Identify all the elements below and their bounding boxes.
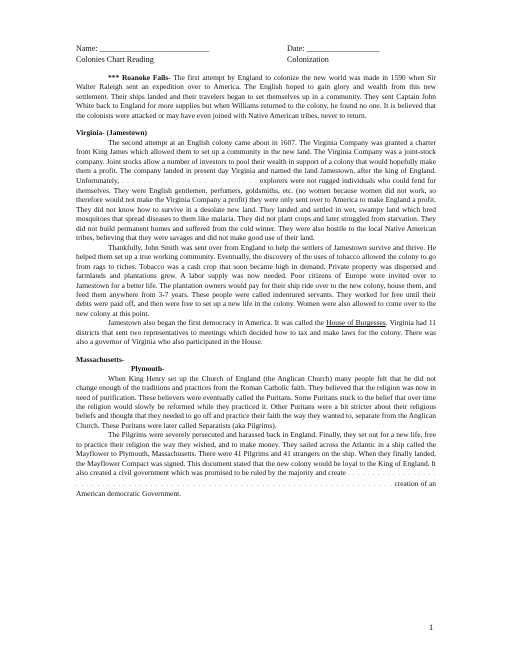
virginia-heading: Virginia- (Jamestown) <box>76 128 147 138</box>
illegible-text: . . . . . . . . . . . . . . . . . . . . . . . . . . . . . . . . . . . . . . . . . . . . . . . . . . . . . . . . . <box>76 470 436 488</box>
date-label: Date: __________________ <box>287 44 380 53</box>
roanoke-text: The first attempt by England to colonize the new world was made in 1590 when Sir Walter Raleigh sent an expedition over to America. The English hoped to gain glory and wealth from this new settlement. Their ships landed and their travelers began to set themselves up in a community. They sent Captain John White back to England for more supplies but when Williams returned to the colony, he found no one. It is believed that the colonists were attacked or may have even joined with Native American tribes, never to return. <box>76 73 436 120</box>
roanoke-paragraph <box>76 73 436 120</box>
plymouth-p2-text-a: The Pilgrims were severely persecuted and harassed back in England. Finally, they set out for a new life, free to practice their religion the way they wished, and to make money. They sailed across the Atlantic in a ship called the Mayflower to Plymouth, Massachusetts. There were 41 Pilgrims and 41 strangers on the ship. When they finally landed, the Mayflower Compact was signed. This document stated that the new colony would be loyal to the King of England. It also created a civil government which was promised to be ruled by the majority and create <box>76 430 436 478</box>
plymouth-p2-text-b: creation of an American democratic Government. <box>76 478 437 499</box>
plymouth-subheading: Plymouth- <box>131 364 165 374</box>
roanoke-heading: *** Roanoke Fails- <box>108 73 171 82</box>
virginia-p3-text-a: Jamestown also began the first democracy in America. It was called the <box>108 318 327 328</box>
virginia-p1-text-a: The second attempt at an English colony came about in 1607. The Virginia Company was granted a charter from King James which allowed them to set up a community in the new land. The Virginia Company was a joint-stock company. Joint stocks allow a number of investors to pool their wealth in support of a colony that would hopefully make them a profit. The company landed in present day Virginia and named the land Jamestown, after the king of England. Unfortunately, <box>76 137 436 185</box>
virginia-p3-text-b: . Virginia had 11 districts that sent two representatives to meetings which decided how to tax and make laws for the colony. There was also a governor of Virginia who also participated in the House. <box>76 318 436 347</box>
topic-label: Colonization <box>287 55 329 64</box>
plymouth-paragraph-1: When King Henry set up the Church of England (the Anglican Church) many people felt that he did not change enough of the traditions and practices from the Roman Catholic faith. They believed that the religion was now in need of purification. These believers were eventually called the Puritans. Some Puritans stuck to the belief that over time the religion would slowly be reformed while they practiced it. Other Puritans were a bit stricter about their religious beliefs and thought that they needed to go off and practice their faith the way they wanted to, separate from the Anglican Church. These Puritans were later called Separatists (aka Pilgrims). <box>76 373 436 430</box>
illegible-text: . . . . . . . . . . . . . . . . . . . . . . . . . <box>121 177 258 185</box>
page-number: 1 <box>429 622 434 632</box>
illegible-text: . . . . . . . . . . . . . . . . . . . . . <box>283 480 393 488</box>
virginia-p1-text-b: explorers were not rugged individuals who could fend for themselves. They were English gentlemen, perfumers, goldsmiths, etc. (no women because women did not work, so therefore would not make the Virginia Company a profit) they were only sent over to America to make England a profit. They did not know how to survive in a desolate new land. They landed and settled in wet, swampy land which bred mosquitoes that spread diseases to them like malaria. They did not plant crops and later struggled from starvation. They did not build permanent homes and suffered from the cold winter. They were also hostile to the local Native American tribes, believing that they were savages and did not make good use of their land. <box>76 175 436 243</box>
massachusetts-heading: Massachusetts- <box>76 354 125 364</box>
name-label: Name: ___________________________ <box>76 44 209 53</box>
plymouth-paragraph-2 <box>76 430 436 498</box>
virginia-paragraph-3 <box>76 318 436 346</box>
virginia-paragraph-2: Thankfully, John Smith was sent over from England to help the settlers of Jamestown survive and thrive. He helped them set up a true working community. Eventually, the discovery of the uses of tobacco allowed the colony to go from rags to riches. Tobacco was a cash crop that soon became high in demand. Private property was dispersed and farmlands and plantations grew. A labor supply was now needed. Poor citizens of Europe were invited over to Jamestown for a better life. The plantation owners would pay for their ship ride over to the new colony, house them, and feed them anywhere from 3-7 years. These people were called indentured servants. They worked for free until their debts were paid off, and then were free to set up a new life in the colony. Women were also allowed to come over to the new colony at this point. <box>76 242 436 318</box>
virginia-paragraph-1 <box>76 138 436 243</box>
document-body <box>76 73 436 498</box>
subject-label: Colonies Chart Reading <box>76 55 154 64</box>
house-of-burgesses-link[interactable]: House of Burgesses <box>326 318 386 328</box>
